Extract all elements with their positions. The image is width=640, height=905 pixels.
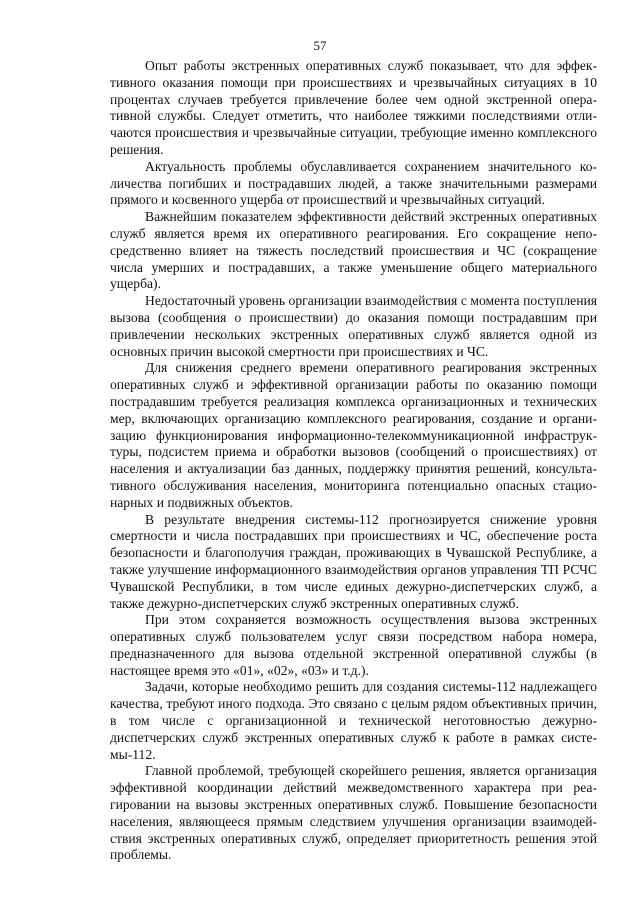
paragraph-5: Для снижения среднего времени оперативного реагирования экстренных оперативных служб и эффективной организации работы по оказанию помощи пострадавшим требуется реализация комплекса организационных и технических мер, включающих организацию комплексного реагирования, создание и организацию функционирования информационно-телекоммуникационной инфраструктуры, подсистем приема и обработки вызовов (сообщений о происшествиях) от населения и актуализации баз данных, поддержку принятия решений, консультативного обслуживания населения, мониторинга потенциально опасных стационарных и подвижных объектов. — [110, 360, 597, 510]
paragraph-2: Актуальность проблемы обуславливается сохранением значительного количества погибших и пострадавших людей, а также значительными размерами прямого и косвенного ущерба от происшествий и чрезвычайных ситуаций. — [110, 158, 597, 208]
paragraph-8: Задачи, которые необходимо решить для создания системы-112 надлежащего качества, требуют иного подхода. Это связано с целым рядом объективных причин, в том числе с организационной и технической неготовностью дежурно-диспетчерских служб экстренных оперативных служб к работе в рамках системы-112. — [110, 679, 597, 762]
paragraph-3: Важнейшим показателем эффективности действий экстренных оперативных служб является время их оперативного реагирования. Его сокращение непосредственно влияет на тяжесть последствий происшествия и ЧС (сокращение числа умерших и пострадавших, а также уменьшение общего материального ущерба). — [110, 209, 597, 292]
body-text — [110, 58, 597, 864]
paragraph-7: При этом сохраняется возможность осуществления вызова экстренных оперативных служб пользователем услуг связи посредством набора номера, предназначенного для вызова отдельной экстренной оперативной службы (в настоящее время это «01», «02», «03» и т.д.). — [110, 612, 597, 678]
paragraph-4: Недостаточный уровень организации взаимодействия с момента поступления вызова (сообщения о происшествии) до оказания помощи пострадавшим при привлечении нескольких экстренных оперативных служб является одной из основных причин высокой смертности при происшествиях и ЧС. — [110, 293, 597, 359]
paragraph-6: В результате внедрения системы-112 прогнозируется снижение уровня смертности и числа пострадавших при происшествиях и ЧС, обеспечение роста безопасности и благополучия граждан, проживающих в Чувашской Республике, а также улучшение информационного взаимодействия органов управления ТП РСЧС Чувашской Республики, в том числе единых дежурно-диспетчерских служб, а также дежурно-диспетчерских служб экстренных оперативных служб. — [110, 511, 597, 611]
paragraph-9: Главной проблемой, требующей скорейшего решения, является организация эффективной координации действий межведомственного характера при реагировании на вызовы экстренных оперативных служб. Повышение безопасности населения, являющееся прямым следствием улучшения организации взаимодействия экстренных оперативных служб, определяет приоритетность решения этой проблемы. — [110, 763, 597, 863]
paragraph-1: Опыт работы экстренных оперативных служб показывает, что для эффективного оказания помощи при происшествиях и чрезвычайных ситуациях в 10 процентах случаев требуется привлечение более чем одной экстренной оперативной службы. Следует отметить, что наиболее тяжкими последствиями отличаются происшествия и чрезвычайные ситуации, требующие именно комплексного решения. — [110, 58, 597, 157]
page-number: 57 — [313, 38, 327, 53]
